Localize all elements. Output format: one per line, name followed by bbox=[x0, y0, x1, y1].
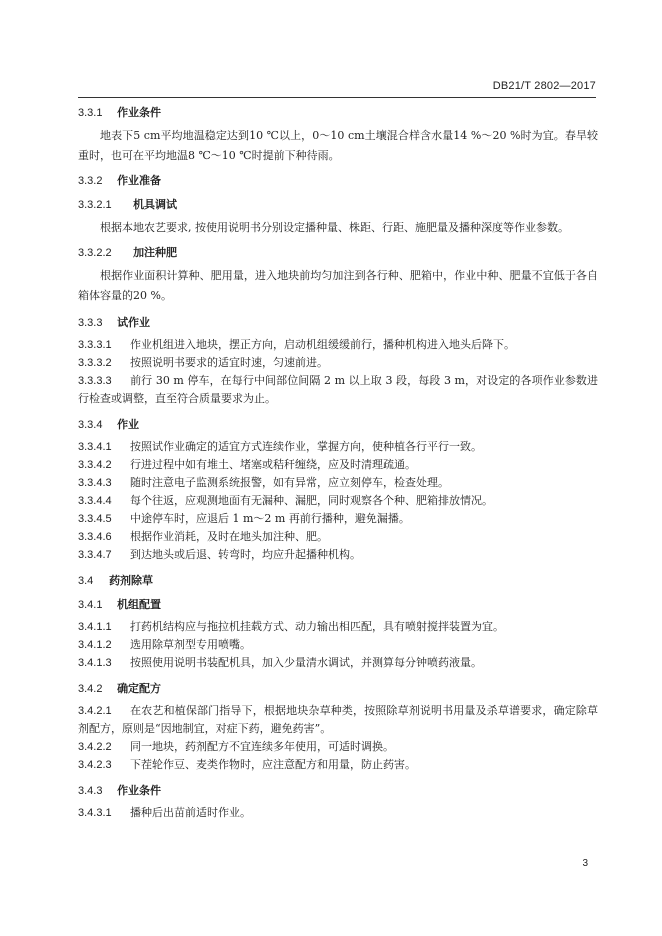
list-item: 3.4.1.1 打药机结构应与拖拉机挂载方式、动力输出相匹配，具有喷射搅拌装置为宜。 bbox=[78, 620, 504, 633]
section-heading: 3.4 药剂除草 bbox=[78, 575, 154, 587]
document-code: DB21/T 2802—2017 bbox=[492, 80, 596, 92]
section-heading: 3.3.4 作业 bbox=[78, 419, 140, 431]
subsection-heading: 3.3.2.2 加注种肥 bbox=[78, 247, 178, 259]
page-content bbox=[78, 104, 598, 822]
list-item: 3.4.2.1 在农艺和植保部门指导下，根据地块杂草种类，按照除草剂说明书用量及杀草谱要求，确定除草剂配方，原则是“因地制宜，对症下药，避免药害”。 bbox=[78, 704, 598, 735]
list-item: 3.3.4.7 到达地头或后退、转弯时，均应升起播种机构。 bbox=[78, 548, 361, 561]
list-item: 3.3.3.3 前行 30 m 停车，在每行中间部位间隔 2 m 以上取 3 段，每段 3 m，对设定的各项作业参数进行检查或调整，直至符合质量要求为止。 bbox=[78, 374, 598, 405]
section-heading: 3.4.2 确定配方 bbox=[78, 683, 162, 695]
subsection-heading: 3.3.2.1 机具调试 bbox=[78, 199, 178, 211]
list-item: 3.4.1.2 选用除草剂型专用喷嘴。 bbox=[78, 638, 251, 651]
section-heading: 3.3.3 试作业 bbox=[78, 317, 151, 329]
list-item: 3.3.4.2 行进过程中如有堆土、堵塞或秸秆缠绕，应及时清理疏通。 bbox=[78, 458, 416, 471]
list-item: 3.3.3.1 作业机组进入地块，摆正方向，启动机组缓缓前行，播种机构进入地头后降下。 bbox=[78, 338, 515, 351]
list-item: 3.4.2.2 同一地块，药剂配方不宜连续多年使用，可适时调换。 bbox=[78, 740, 394, 753]
section-heading: 3.4.3 作业条件 bbox=[78, 785, 162, 797]
header-rule bbox=[78, 97, 596, 98]
page-number: 3 bbox=[582, 858, 588, 869]
section-heading: 3.3.1 作业条件 bbox=[78, 107, 162, 119]
list-item: 3.4.1.3 按照使用说明书装配机具，加入少量清水调试，并测算每分钟喷药液量。 bbox=[78, 656, 482, 669]
section-heading: 3.3.2 作业准备 bbox=[78, 175, 162, 187]
paragraph: 根据作业面积计算种、肥用量，进入地块前均匀加注到各行种、肥箱中，作业中种、肥量不宜低于各自箱体容量的20 %。 bbox=[78, 269, 598, 302]
list-item: 3.4.3.1 播种后出苗前适时作业。 bbox=[78, 806, 251, 819]
list-item: 3.3.4.3 随时注意电子监测系统报警，如有异常，应立刻停车，检查处理。 bbox=[78, 476, 449, 489]
list-item: 3.3.3.2 按照说明书要求的适宜时速，匀速前进。 bbox=[78, 356, 328, 369]
list-item: 3.3.4.5 中途停车时，应退后 1 m～2 m 再前行播种，避免漏播。 bbox=[78, 512, 410, 525]
section-heading: 3.4.1 机组配置 bbox=[78, 599, 162, 611]
list-item: 3.4.2.3 下茬轮作豆、麦类作物时，应注意配方和用量，防止药害。 bbox=[78, 758, 416, 771]
list-item: 3.3.4.1 按照试作业确定的适宜方式连续作业，掌握方向，使种植各行平行一致。 bbox=[78, 440, 482, 453]
list-item: 3.3.4.6 根据作业消耗，及时在地头加注种、肥。 bbox=[78, 530, 328, 543]
paragraph: 地表下5 cm平均地温稳定达到10 ℃以上，0～10 cm土壤混合样含水量14 %～20 %时为宜。春旱较重时，也可在平均地温8 ℃～10 ℃时提前下种待雨。 bbox=[78, 129, 598, 162]
list-item: 3.3.4.4 每个往返，应观测地面有无漏种、漏肥，同时观察各个种、肥箱排放情况。 bbox=[78, 494, 493, 507]
paragraph: 根据本地农艺要求, 按使用说明书分别设定播种量、株距、行距、施肥量及播种深度等作业参数。 bbox=[100, 221, 569, 234]
